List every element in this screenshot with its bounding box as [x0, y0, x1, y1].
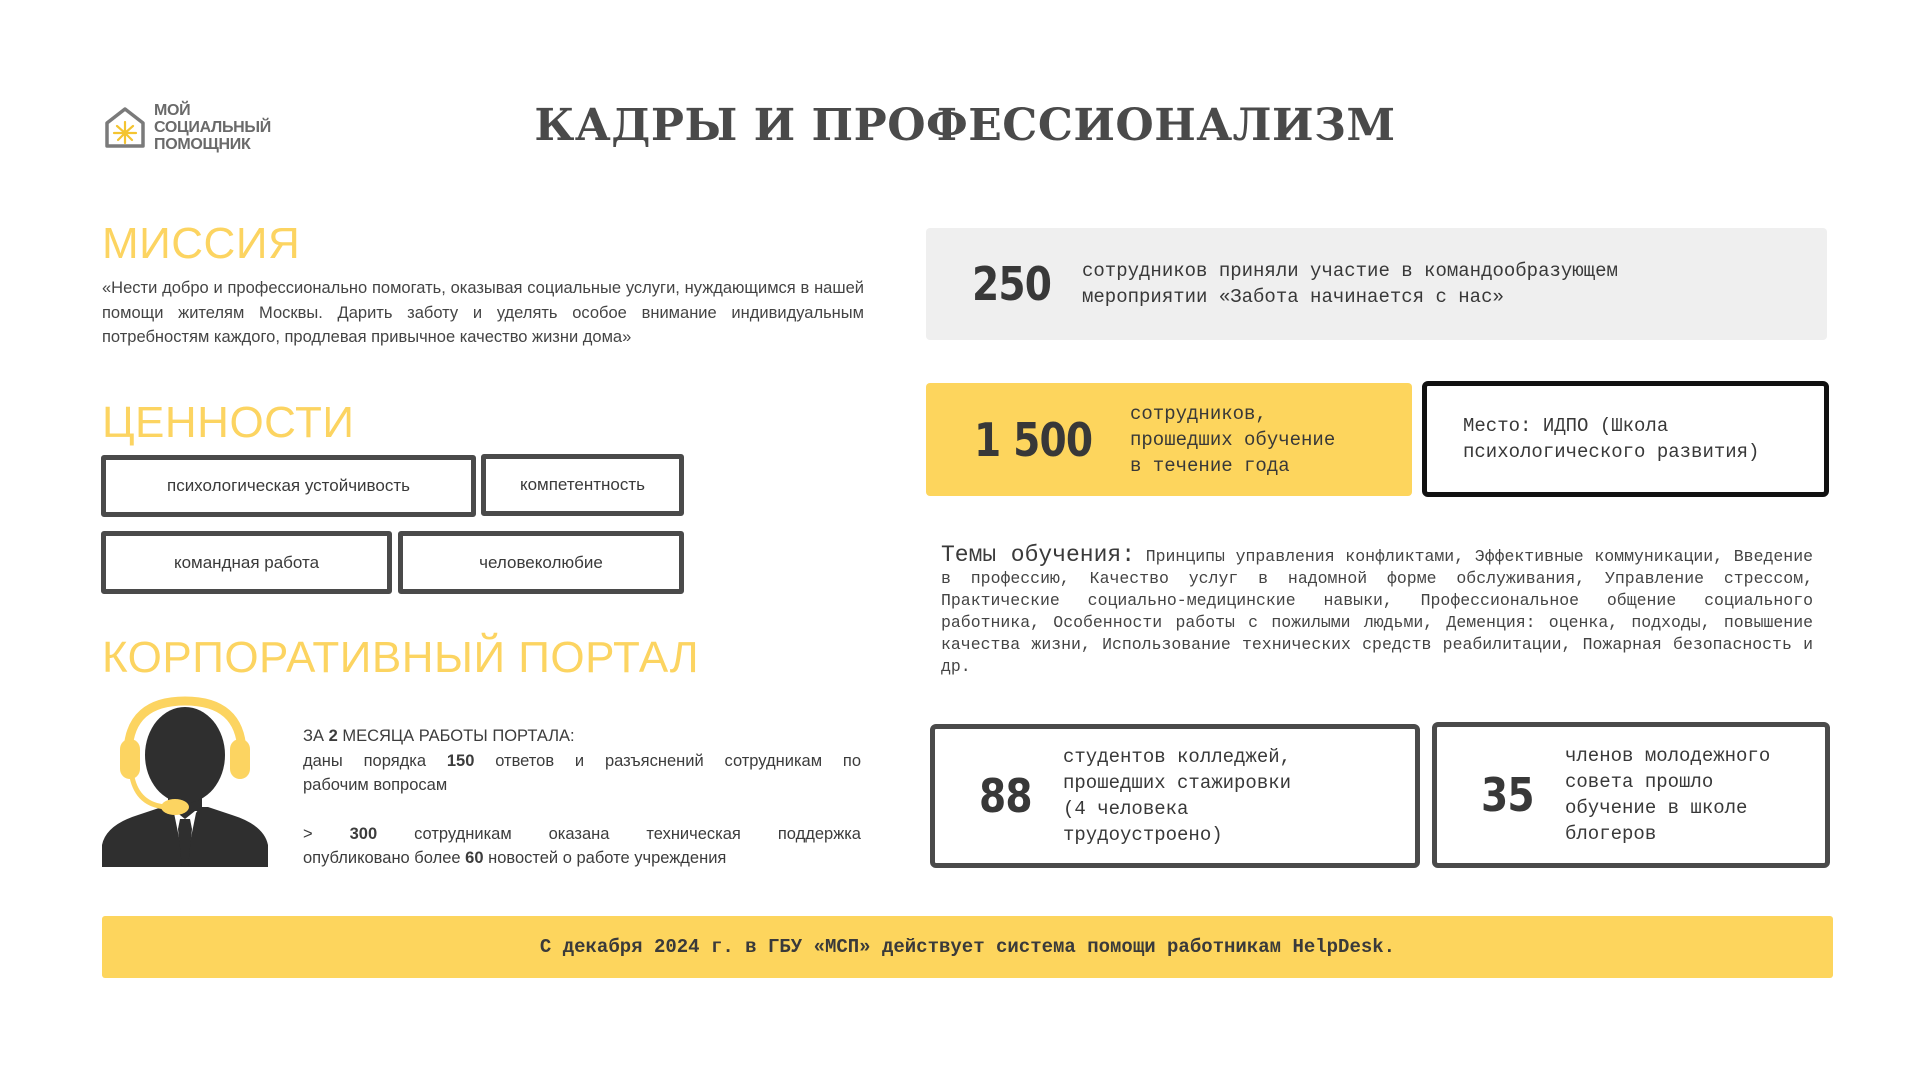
value-psychological-resilience	[101, 455, 476, 517]
stat-description: сотрудников приняли участие в командообразующем мероприятии «Забота начинается с нас»	[1082, 260, 1618, 308]
helpdesk-banner	[102, 916, 1833, 978]
value-humanity	[398, 531, 684, 594]
portal-stats	[303, 724, 861, 871]
topics-text: Принципы управления конфликтами, Эффективные коммуникации, Введение в профессию, Качество услуг в надомной форме обслуживания, Управление стрессом, Практические социально-медицинские навыки, Профессиональное общение социального работника, Особенности работы с пожилыми людьми, Деменция: оценка, подходы, повышение качества жизни, Использование технических средств реабилитации, Пожарная безопасность и др.	[941, 547, 1813, 676]
training-place	[1422, 381, 1829, 497]
value-label: командная работа	[173, 552, 320, 572]
logo-line-2: ПОМОЩНИК	[154, 135, 251, 153]
place-description: Место: ИДПО (Школа психологического развития)	[1463, 415, 1760, 463]
stat-team-event	[926, 228, 1827, 340]
value-label: психологическая устойчивость	[166, 476, 410, 495]
stat-description: студентов колледжей, прошедших стажировки (4 человека трудоустроено)	[1063, 746, 1292, 846]
page-title: КАДРЫ И ПРОФЕССИОНАЛИЗМ	[534, 100, 1396, 151]
portal-support: > 300 сотрудникам оказана техническая поддержка	[303, 824, 861, 843]
topics-label: Темы обучения:	[941, 542, 1136, 568]
stat-youth-council	[1432, 722, 1830, 868]
mission-heading: МИССИЯ	[102, 219, 301, 268]
value-label: человеколюбие	[479, 552, 603, 572]
logo-line-1: МОЙ СОЦИАЛЬНЫЙ	[154, 101, 271, 136]
value-label: компетентность	[519, 475, 646, 494]
helpdesk-text: С декабря 2024 г. в ГБУ «МСП» действует система помощи работникам HelpDesk.	[539, 936, 1396, 958]
stat-number: 250	[972, 257, 1052, 311]
stat-students	[930, 724, 1420, 868]
stat-number: 35	[1481, 768, 1534, 822]
support-agent-icon	[100, 695, 270, 867]
portal-heading: КОРПОРАТИВНЫЙ ПОРТАЛ	[102, 633, 700, 682]
mission-text: «Нести добро и профессионально помогать, оказывая социальные услуги, нуждающимся в нашей помощи жителям Москвы. Дарить заботу и уделять особое внимание индивидуальным потребностям каждого, продлевая привычное качество жизни дома»	[102, 279, 864, 346]
training-topics	[941, 544, 1813, 678]
stat-number: 1 500	[974, 412, 1093, 467]
stat-number: 88	[979, 769, 1032, 823]
stat-description: сотрудников, прошедших обучение в течение года	[1130, 402, 1336, 477]
stat-description: членов молодежного совета прошло обучение в школе блогеров	[1565, 745, 1771, 845]
value-teamwork	[101, 531, 392, 594]
portal-news: опубликовано более 60 новостей о работе учреждения	[303, 849, 727, 867]
stat-trained	[926, 383, 1412, 496]
portal-intro: ЗА 2 МЕСЯЦА РАБОТЫ ПОРТАЛА:	[303, 727, 575, 745]
values-heading: ЦЕННОСТИ	[102, 398, 355, 447]
portal-answers: даны порядка 150 ответов и разъяснений сотрудникам по	[303, 751, 861, 770]
value-competence	[481, 454, 684, 516]
portal-answers-cont: рабочим вопросам	[303, 776, 448, 794]
